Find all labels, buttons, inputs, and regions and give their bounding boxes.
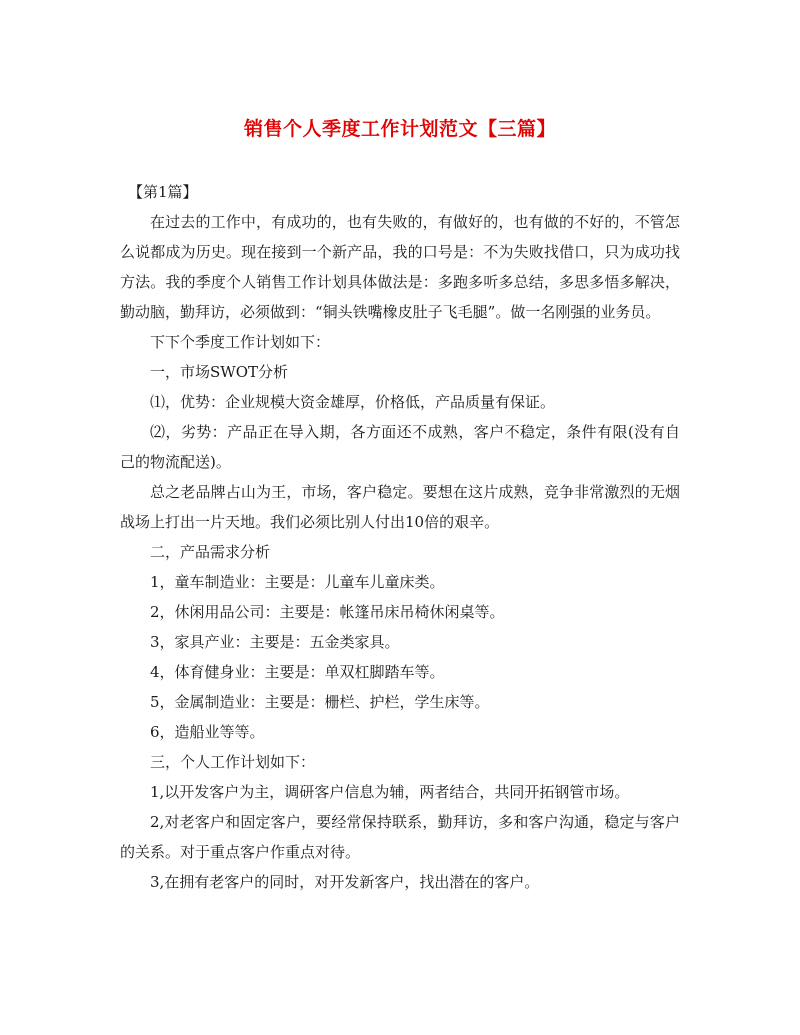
heading-demand: 二，产品需求分析 xyxy=(150,543,271,561)
intro-paragraph: 在过去的工作中，有成功的，也有失败的，有做好的，也有做的不好的，不管怎么说都成为历史。现在接到一个新产品，我的口号是：不为失败找借口，只为成功找方法。我的季度个人销售工作计划具体做法是：多跑多听多总结，多思多悟多解决，勤动脑，勤拜访，必须做到：“铜头铁嘴橡皮肚子飞毛腿”。做一名刚强的业务员。 xyxy=(120,213,680,321)
swot-strength-item: ⑴，优势：企业规模大资金雄厚，价格低，产品质量有保证。 xyxy=(150,393,556,411)
demand-item: 2，休闲用品公司：主要是：帐篷吊床吊椅休闲桌等。 xyxy=(150,603,505,621)
plan-item: 2,对老客户和固定客户，要经常保持联系，勤拜访，多和客户沟通，稳定与客户的关系。对于重点客户作重点对待。 xyxy=(120,813,680,861)
plan-intro-paragraph: 下下个季度工作计划如下： xyxy=(150,333,331,351)
plan-item: 3,在拥有老客户的同时，对开发新客户，找出潜在的客户。 xyxy=(150,873,540,891)
heading-swot: 一，市场SWOT分析 xyxy=(150,363,288,381)
demand-item: 6，造船业等等。 xyxy=(150,723,265,741)
document-body xyxy=(120,177,680,897)
demand-item: 1，童车制造业：主要是：儿童车儿童床类。 xyxy=(150,573,445,591)
swot-weakness-item: ⑵，劣势：产品正在导入期，各方面还不成熟，客户不稳定，条件有限(没有自己的物流配送)。 xyxy=(120,423,680,471)
demand-item: 5，金属制造业：主要是：栅栏、护栏，学生床等。 xyxy=(150,693,490,711)
summary-paragraph: 总之老品牌占山为王，市场，客户稳定。要想在这片成熟，竞争非常激烈的无烟战场上打出一片天地。我们必须比别人付出10倍的艰辛。 xyxy=(120,483,680,531)
plan-item: 1,以开发客户为主，调研客户信息为辅，两者结合，共同开拓钢管市场。 xyxy=(150,783,630,801)
heading-work-plan: 三，个人工作计划如下： xyxy=(150,753,316,771)
demand-item: 3，家具产业：主要是：五金类家具。 xyxy=(150,633,400,651)
section-label-1: 【第1篇】 xyxy=(128,183,198,201)
document-title: 销售个人季度工作计划范文【三篇】 xyxy=(243,118,556,140)
demand-item: 4，体育健身业：主要是：单双杠脚踏车等。 xyxy=(150,663,445,681)
